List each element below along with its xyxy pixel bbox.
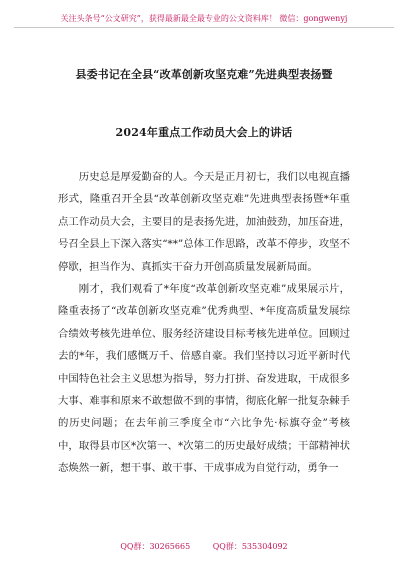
document-body: [58, 166, 350, 480]
footer-qq-group-2: QQ群：535304092: [212, 542, 288, 551]
paragraph-2: 刚才，我们观看了*年度“改革创新攻坚克难”成果展示片，隆重表扬了“改革创新攻坚克难”优秀典型、*年度高质量发展综合绩效考核先进单位、服务经济建设目标考核先进单位。回顾过去的*年，我们感慨万千、倍感自豪。我们坚持以习近平新时代中国特色社会主义思想为指导，努力打拼、奋发进取，干成很多大事、难事和原来不敢想做不到的事情，彻底化解一批复杂棘手的历史问题；在去年前三季度全市“六比争先·标旗夺金”考核中，取得县市区*次第一、*次第二的历史最好成绩；干部精神状态焕然一新，想干事、敢干事、干成事成为自觉行动，勇争一: [58, 283, 350, 475]
footer-qq-group-1: QQ群：30265665: [120, 542, 191, 551]
footer-contact: [0, 541, 408, 552]
header-divider: [14, 27, 394, 28]
document-title-line-1: 县委书记在全县“改革创新攻坚克难”先进典型表扬暨: [75, 68, 333, 81]
document-title-line-2: 2024年重点工作动员大会上的讲话: [115, 126, 293, 139]
header-note: 关注头条号“公文研究”，获得最新最全最专业的公文资料库！ 微信：gongwenyj: [60, 14, 348, 23]
paragraph-1: 历史总是厚爱勤奋的人。今天是正月初七，我们以电视直播形式，隆重召开全县“改革创新攻坚克难”先进典型表扬暨*年重点工作动员大会，主要目的是表扬先进，加油鼓劲，加压奋进，号召全县上下深入落实“**”总体工作思路，改革不停步，攻坚不停歇，担当作为、真抓实干奋力开创高质量发展新局面。: [58, 171, 350, 273]
